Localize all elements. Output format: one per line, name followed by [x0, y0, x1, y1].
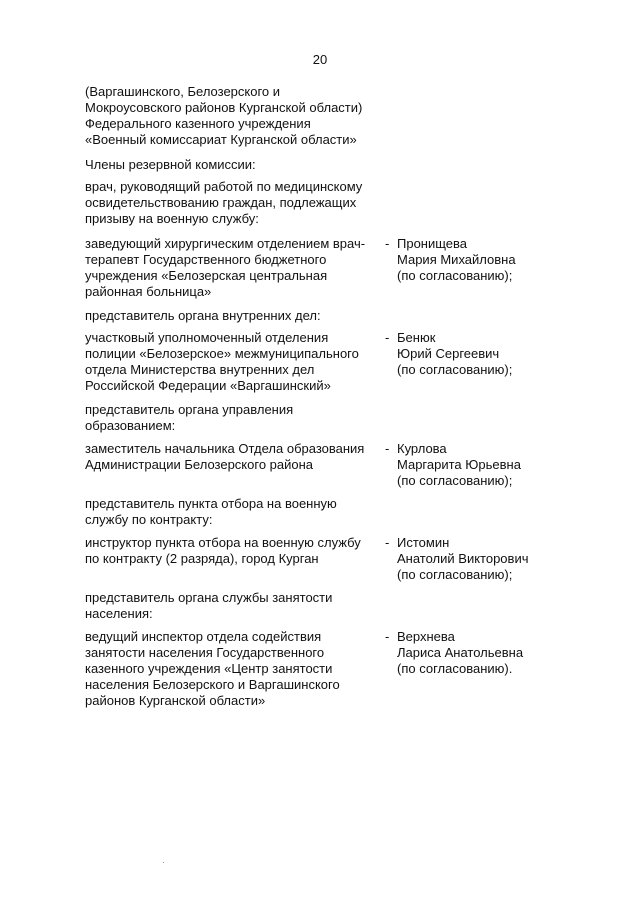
member-position: заведующий хирургическим отделением врач- терапевт Государственного бюджетного учреждения «Белозерская центральная районная больница»: [85, 236, 366, 299]
member-entry-surgeon: [85, 236, 555, 300]
member-name: Истомин Анатолий Викторович (по согласованию);: [397, 535, 529, 582]
member-name: Пронищева Мария Михайловна (по согласованию);: [397, 236, 516, 283]
contract-point-heading: представитель пункта отбора на военную службу по контракту:: [85, 496, 337, 527]
member-entry-contract-instructor: [85, 535, 555, 583]
member-position: инструктор пункта отбора на военную службу по контракту (2 разряда), город Курган: [85, 535, 361, 566]
member-dash: -: [385, 330, 390, 345]
education-heading: представитель органа управления образованием:: [85, 402, 294, 433]
commission-intro-text: (Варгашинского, Белозерского и Мокроусовского районов Курганской области) Федерального казенного учреждения «Военный комиссариат Курганской области»: [85, 84, 363, 147]
member-entry-education: [85, 441, 555, 489]
member-position: заместитель начальника Отдела образования Администрации Белозерского района: [85, 441, 365, 472]
members-heading: Члены резервной комиссии:: [85, 157, 256, 172]
doctor-role-heading: врач, руководящий работой по медицинскому освидетельствованию граждан, подлежащих призыву на военную службу:: [85, 179, 363, 226]
member-dash: -: [385, 441, 390, 456]
member-entry-employment: [85, 629, 555, 709]
member-entry-police: [85, 330, 555, 394]
member-dash: -: [385, 236, 390, 251]
member-name: Курлова Маргарита Юрьевна (по согласованию);: [397, 441, 521, 488]
member-position: ведущий инспектор отдела содействия занятости населения Государственного казенного учреждения «Центр занятости населения Белозерского и Варгашинского районов Курганской области»: [85, 629, 340, 708]
member-name: Верхнева Лариса Анатольевна (по согласованию).: [397, 629, 524, 676]
page-number: 20: [312, 52, 328, 67]
member-dash: -: [385, 629, 390, 644]
member-name: Бенюк Юрий Сергеевич (по согласованию);: [397, 330, 513, 377]
scan-speck: [163, 862, 164, 863]
member-position: участковый уполномоченный отделения полиции «Белозерское» межмуниципального отдела Министерства внутренних дел Российской Федерации «Варгашинский»: [85, 330, 359, 393]
employment-heading: представитель органа службы занятости населения:: [85, 590, 333, 621]
member-dash: -: [385, 535, 390, 550]
internal-affairs-heading: представитель органа внутренних дел:: [85, 308, 321, 323]
